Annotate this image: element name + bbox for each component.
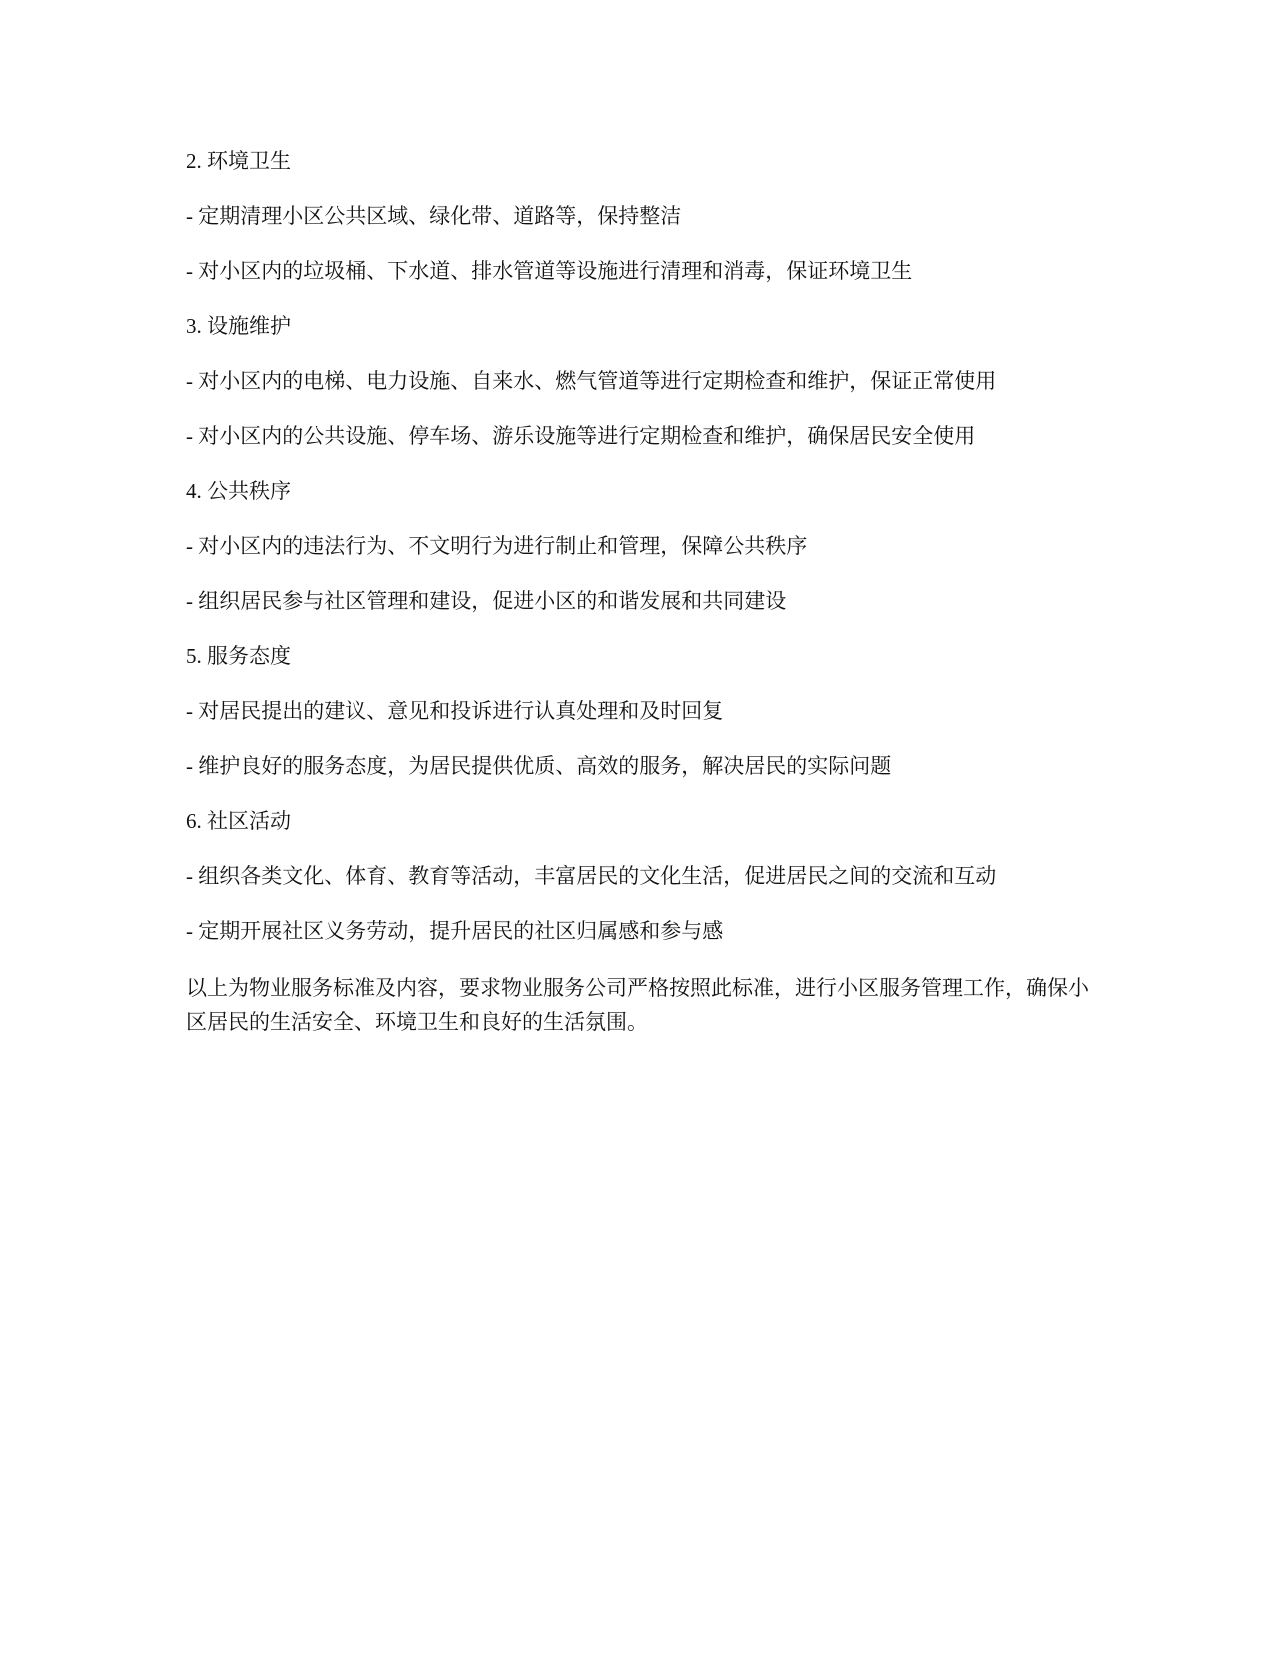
list-item: - 组织各类文化、体育、教育等活动，丰富居民的文化生活，促进居民之间的交流和互动 xyxy=(186,864,997,888)
section-heading-community-activities: 6. 社区活动 xyxy=(186,809,291,833)
section-heading-public-order: 4. 公共秩序 xyxy=(186,479,291,503)
list-item: - 对小区内的公共设施、停车场、游乐设施等进行定期检查和维护，确保居民安全使用 xyxy=(186,424,976,448)
list-item: - 定期开展社区义务劳动，提升居民的社区归属感和参与感 xyxy=(186,919,724,943)
list-item: - 对小区内的违法行为、不文明行为进行制止和管理，保障公共秩序 xyxy=(186,534,808,558)
section-heading-service-attitude: 5. 服务态度 xyxy=(186,644,291,668)
list-item: - 对小区内的电梯、电力设施、自来水、燃气管道等进行定期检查和维护，保证正常使用 xyxy=(186,369,997,393)
list-item: - 对居民提出的建议、意见和投诉进行认真处理和及时回复 xyxy=(186,699,724,723)
section-heading-environment: 2. 环境卫生 xyxy=(186,149,291,173)
list-item: - 维护良好的服务态度，为居民提供优质、高效的服务，解决居民的实际问题 xyxy=(186,754,892,778)
section-heading-facilities: 3. 设施维护 xyxy=(186,314,291,338)
list-item: - 组织居民参与社区管理和建设，促进小区的和谐发展和共同建设 xyxy=(186,589,787,613)
document-body xyxy=(186,146,1106,1039)
list-item: - 定期清理小区公共区域、绿化带、道路等，保持整洁 xyxy=(186,204,682,228)
list-item: - 对小区内的垃圾桶、下水道、排水管道等设施进行清理和消毒，保证环境卫生 xyxy=(186,259,913,283)
closing-paragraph: 以上为物业服务标准及内容，要求物业服务公司严格按照此标准，进行小区服务管理工作，确保小区居民的生活安全、环境卫生和良好的生活氛围。 xyxy=(186,976,1089,1034)
